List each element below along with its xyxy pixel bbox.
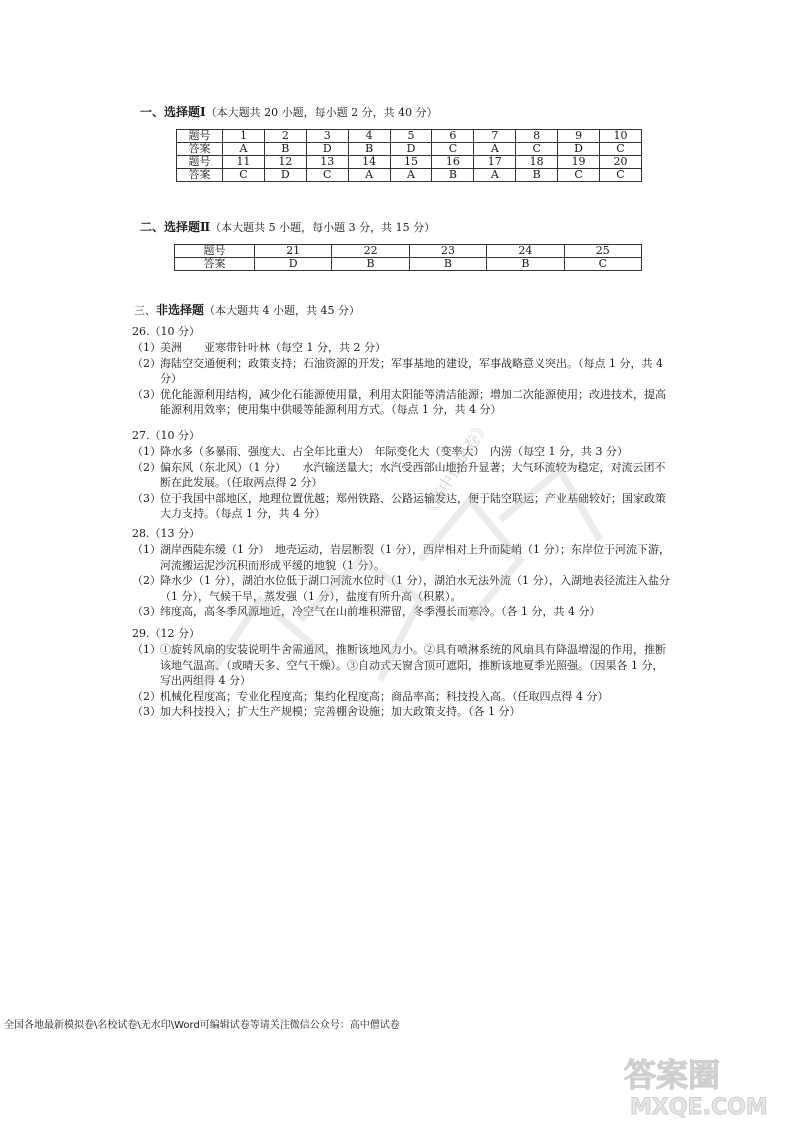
table-cell: 13 xyxy=(306,156,348,169)
table-cell: D xyxy=(558,143,600,156)
section1-title: 一、选择题Ⅰ（本大题共 20 小题，每小题 2 分，共 40 分） xyxy=(140,105,438,119)
table-cell: A xyxy=(348,169,390,182)
answer-item-number: （3） xyxy=(132,605,161,619)
table-cell: C xyxy=(600,169,642,182)
question-heading: 29.（12 分） xyxy=(132,627,200,640)
table-cell: 11 xyxy=(223,156,265,169)
table-cell: C xyxy=(516,143,558,156)
row-header-cell: 答案 xyxy=(177,143,223,156)
answer-item-number: （1） xyxy=(132,543,161,557)
table-cell: 25 xyxy=(564,245,641,258)
table-cell: 24 xyxy=(487,245,564,258)
table-cell: 6 xyxy=(432,130,474,143)
logo-text: 答案圈 xyxy=(624,1056,721,1094)
answer-item-text: 位于我国中部地区，地理位置优越；郑州铁路、公路运输发达，便于陆空联运；产业基础较好；国家政策大力支持。（每点 1 分，共 4 分） xyxy=(160,491,666,521)
table-cell: D xyxy=(390,143,432,156)
table-cell: C xyxy=(432,143,474,156)
table-cell: C xyxy=(558,169,600,182)
question-heading: 26.（10 分） xyxy=(132,325,200,338)
row-header-cell: 题号 xyxy=(175,245,255,258)
table-cell: B xyxy=(264,143,306,156)
answer-item-text: 优化能源利用结构，减少化石能源使用量，利用太阳能等清洁能源；增加二次能源使用；改进技术，提高能源利用效率；使用集中供暖等能源利用方式。（每点 1 分，共 4 分） xyxy=(160,387,666,417)
table-cell: 1 xyxy=(223,130,265,143)
answer-circle-logo xyxy=(618,1052,788,1118)
answer-item-number: （3） xyxy=(132,705,161,719)
row-header-cell: 答案 xyxy=(175,258,255,271)
table-cell: 21 xyxy=(255,245,332,258)
table-cell: C xyxy=(223,169,265,182)
watermark-brush-strokes xyxy=(200,470,600,690)
answer-item-text: 湖岸西陡东缓（1 分） 地壳运动，岩层断裂（1 分），西岸相对上升而陡峭（1 分）；东岸位于河流下游，河流搬运泥沙沉积而形成平缓的地貌（1 分）。 xyxy=(160,543,670,572)
table-cell: C xyxy=(564,258,641,271)
row-header-cell: 答案 xyxy=(177,169,223,182)
row-header-cell: 题号 xyxy=(177,156,223,169)
table-cell: 16 xyxy=(432,156,474,169)
table-cell: 15 xyxy=(390,156,432,169)
table-cell: 14 xyxy=(348,156,390,169)
question-heading: 27.（10 分） xyxy=(132,429,200,442)
table-cell: 2 xyxy=(264,130,306,143)
table-cell: 22 xyxy=(332,245,409,258)
table-cell: C xyxy=(600,143,642,156)
table-cell: 23 xyxy=(409,245,486,258)
table-cell: 12 xyxy=(264,156,306,169)
table-cell: D xyxy=(306,143,348,156)
table-cell: D xyxy=(264,169,306,182)
answer-item-text: 降水多（多暴雨、强度大、占全年比重大） 年际变化大（变率大） 内涝（每空 1 分，共 3 分） xyxy=(160,445,628,459)
table-cell: 10 xyxy=(600,130,642,143)
table-cell: A xyxy=(390,169,432,182)
table-cell: 17 xyxy=(474,156,516,169)
answer-item-number: （2） xyxy=(132,356,161,370)
table-cell: 8 xyxy=(516,130,558,143)
answer-item-text: ①旋转风扇的安装说明牛舍需通风，推断该地风力小。②具有喷淋系统的风扇具有降温增湿的作用，推断该地气温高、（或晴天多、空气干燥）。③自动式天窗含顶可遮阳，推断该地夏季光照强。（因果各 1 分，写出两组得 4 分） xyxy=(160,643,666,688)
answer-item-number: （1） xyxy=(132,341,161,355)
logo-graphic xyxy=(618,1052,788,1118)
answer-item-number: （1） xyxy=(132,643,161,657)
answer-item-number: （2） xyxy=(132,574,161,588)
answer-item-text: 海陆空交通便利；政策支持；石油资源的开发；军事基地的建设，军事战略意义突出。（每点 1 分，共 4 分） xyxy=(160,356,663,386)
section3-title: 三、非选择题（本大题共 4 小题，共 45 分） xyxy=(134,303,360,317)
answer-item-number: （2） xyxy=(132,689,161,703)
answer-item-text: 美洲 亚寒带针叶林（每空 1 分，共 2 分） xyxy=(160,341,386,355)
table-cell: B xyxy=(487,258,564,271)
table-cell: C xyxy=(306,169,348,182)
answer-item-text: 降水少（1 分），湖泊水位低于湖口河流水位时（1 分），湖泊水无法外流（1 分），入湖地表径流注入盐分（1 分），气候干旱，蒸发强（1 分），盐度有所升高（积累）。 xyxy=(160,574,670,603)
table-cell: A xyxy=(474,169,516,182)
answer-item-number: （2） xyxy=(132,460,161,474)
answer-item-number: （1） xyxy=(132,445,161,459)
table-cell: 18 xyxy=(516,156,558,169)
table-cell: 19 xyxy=(558,156,600,169)
table-cell: 7 xyxy=(474,130,516,143)
row-header-cell: 题号 xyxy=(177,130,223,143)
answer-item-number: （3） xyxy=(132,491,161,505)
logo-url: MXQE.COM xyxy=(630,1095,768,1118)
table-cell: A xyxy=(223,143,265,156)
answer-item-text: 纬度高，高冬季风源地近，冷空气在山前堆积滞留，冬季漫长而寒冷。（各 1 分，共 4 分） xyxy=(160,605,601,619)
section2-title: 二、选择题Ⅱ（本大题共 5 小题，每小题 3 分，共 15 分） xyxy=(140,220,436,234)
table-cell: B xyxy=(409,258,486,271)
table-cell: B xyxy=(432,169,474,182)
table-cell: 20 xyxy=(600,156,642,169)
question-heading: 28.（13 分） xyxy=(132,527,200,540)
table-cell: 4 xyxy=(348,130,390,143)
answer-item-number: （3） xyxy=(132,387,161,401)
table-cell: 3 xyxy=(306,130,348,143)
answer-item-text: 机械化程度高；专业化程度高；集约化程度高；商品率高；科技投入高。（任取四点得 4 分） xyxy=(160,689,609,703)
table-cell: 9 xyxy=(558,130,600,143)
table-cell: B xyxy=(332,258,409,271)
table-cell: B xyxy=(348,143,390,156)
watermark-text: 《高中僧试卷》 xyxy=(417,417,493,523)
table-cell: B xyxy=(516,169,558,182)
table-cell: 5 xyxy=(390,130,432,143)
table-cell: A xyxy=(474,143,516,156)
answer-item-text: 偏东风（东北风）（1 分） 水汽输送量大；水汽受西部山地抬升显著；大气环流较为稳定，对流云团不断在此发展。（任取两点得 2 分） xyxy=(160,460,666,490)
table-cell: D xyxy=(255,258,332,271)
answer-item-text: 加大科技投入；扩大生产规模；完善棚舍设施；加大政策支持。（各 1 分） xyxy=(160,705,521,719)
footer-notice: 全国各地最新模拟卷\名校试卷\无水印\Word可编辑试卷等请关注微信公众号：高中僧试卷 xyxy=(4,1020,400,1031)
